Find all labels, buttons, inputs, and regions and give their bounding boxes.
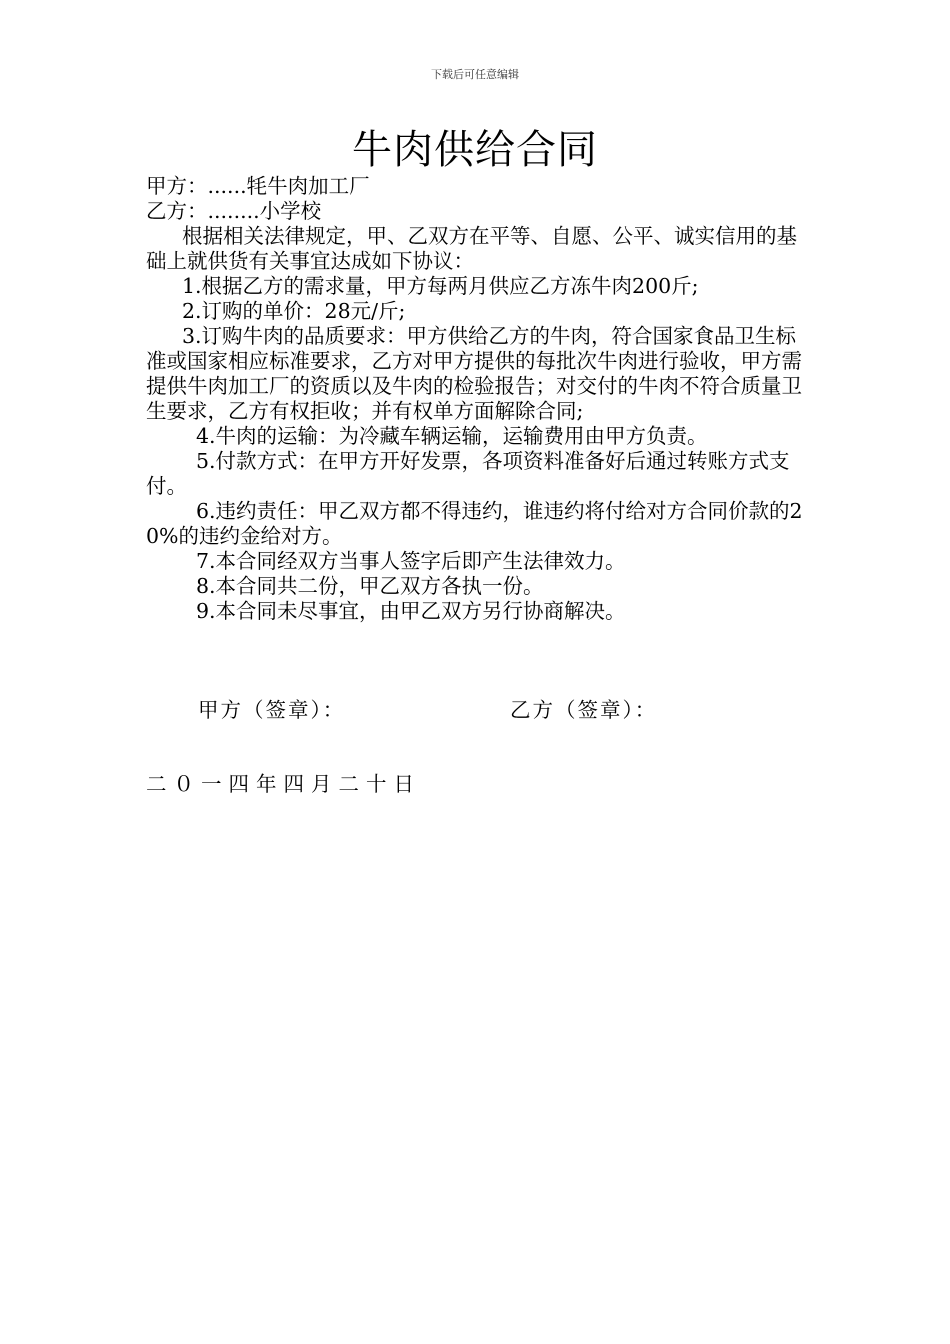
clause-8: 8.本合同共二份，甲乙双方各执一份。 <box>196 574 544 598</box>
contract-date: 二０一四年四月二十日 <box>146 772 421 796</box>
signature-row <box>0 696 950 726</box>
clause-1: 1.根据乙方的需求量，甲方每两月供应乙方冻牛肉200斤; <box>182 274 699 298</box>
clause-6: 6.违约责任：甲乙双方都不得违约，谁违约将付给对方合同价款的20%的违约金给对方。 <box>146 499 803 548</box>
clause-4: 4.牛肉的运输：为冷藏车辆运输，运输费用由甲方负责。 <box>196 424 708 448</box>
header-note: 下载后可任意编辑 <box>431 68 519 81</box>
party-b-signature: 乙方（签章）： <box>510 698 658 722</box>
clause-2: 2.订购的单价：28元/斤; <box>182 299 406 323</box>
party-b-line: 乙方：........小学校 <box>146 199 322 223</box>
clause-9: 9.本合同未尽事宜，由甲乙双方另行协商解决。 <box>196 599 626 623</box>
clause-7: 7.本合同经双方当事人签字后即产生法律效力。 <box>196 549 626 573</box>
clause-5: 5.付款方式：在甲方开好发票，各项资料准备好后通过转账方式支付。 <box>146 449 790 498</box>
clause-3: 3.订购牛肉的品质要求：甲方供给乙方的牛肉，符合国家食品卫生标准或国家相应标准要求，乙方对甲方提供的每批次牛肉进行验收，甲方需提供牛肉加工厂的资质以及牛肉的检验报告；对交付的牛肉不符合质量卫生要求，乙方有权拒收；并有权单方面解除合同; <box>146 324 802 423</box>
party-a-signature: 甲方（签章）： <box>198 698 346 722</box>
document-title: 牛肉供给合同 <box>352 127 598 173</box>
party-a-line: 甲方：......牦牛肉加工厂 <box>146 174 370 198</box>
intro-paragraph: 根据相关法律规定，甲、乙双方在平等、自愿、公平、诚实信用的基础上就供货有关事宜达成如下协议： <box>146 224 797 273</box>
contract-body <box>146 174 806 624</box>
